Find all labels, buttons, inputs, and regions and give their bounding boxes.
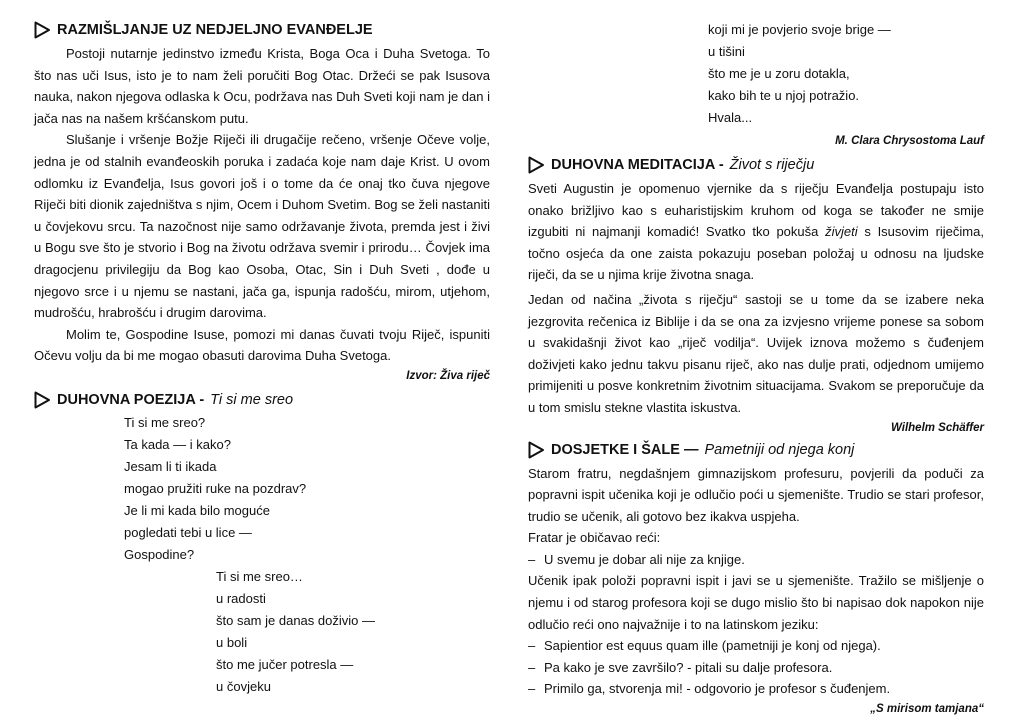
poem-line: u čovjeku [216, 678, 271, 694]
poem-line: pogledati tebi u lice — [124, 524, 252, 540]
reflection-paragraph: Postoji nutarnje jedinstvo između Krista, Boga Oca i Duha Svetoga. To što nas uči Isus, isto je to nam želi poručiti Bog Otac. Držeći se pak Isusova nauka, nakon njegova odlaska k Ocu, podržava nas Duh Sveti koji nam je dan i jača nas na našem kršćanskom putu. [34, 46, 490, 126]
poem-line: u boli [216, 634, 248, 650]
poem-line: što me je u zoru dotakla, [708, 66, 850, 81]
poetry-heading [34, 390, 490, 410]
reflection-source: Izvor: Živa riječ [406, 369, 490, 382]
reflection-heading [34, 20, 490, 40]
poem-line: mogao pružiti ruke na pozdrav? [124, 480, 307, 496]
poem-line: što me jučer potresla — [216, 656, 354, 672]
meditation-paragraph: Jedan od načina „života s riječju“ sastoji se u tome da se izabere neka jezgrovita rečenica iz Biblije i da se ona za izvjesno vrijeme ponese sa sobom u svakidašnji život kao „riječ vodilja“. Uvijek iznova možemo s čuđenjem doživjeti kako jednu takvu pisanu riječ, ako nas dulje prati, odjednom umijemo primijeniti u posve konkretnim životnim situacijama. Svakom se preporučuje da u tom smislu stekne vlastita iskustva. [528, 291, 984, 415]
right-column [528, 0, 984, 718]
jokes-subtitle: Pametniji od njega konj [704, 441, 855, 458]
jokes-heading [528, 440, 984, 460]
dialogue-text: Sapientior est equus quam ille (pametniji je konj od njega). [544, 638, 881, 654]
dialogue-line [528, 678, 984, 700]
poem-line: u radosti [216, 590, 266, 606]
meditation-text: s Isusovim riječima, točno osjeća da one zaista pokazuju poseban položaj u odnosu na ljudske riječi, da se u njima krije životna snaga. [528, 224, 984, 283]
reflection-title: RAZMIŠLJANJE UZ NEDJELJNO EVANĐELJE [57, 22, 373, 38]
poem-line: u tišini [708, 44, 745, 59]
dash-bullet: – [528, 638, 536, 654]
dash-bullet: – [528, 681, 536, 697]
triangle-bullet-icon [34, 21, 51, 39]
reflection-paragraph: Molim te, Gospodine Isuse, pomozi mi danas čuvati tvoju Riječ, ispuniti Očevu volju da bi me mogao obasuti darovima Duha Svetoga. [34, 326, 490, 364]
poem-line: koji mi je povjerio svoje brige — [708, 22, 891, 37]
meditation-paragraph [528, 178, 984, 286]
dialogue-text: Primilo ga, stvorenja mi! - odgovorio je profesor s čuđenjem. [544, 681, 891, 697]
jokes-paragraph: Učenik ipak položi popravni ispit i javi se u sjemenište. Tražilo se mišljenje o njemu i od starog profesora koji se dugo mislio što bi napisao dok napokon nije odlučio reći ono najvažnije i to na latinskom jeziku: [528, 573, 984, 632]
poem-line: Gospodine? [124, 546, 195, 562]
poem-stanza-1 [124, 412, 490, 566]
poem-stanza-3 [708, 19, 984, 129]
triangle-bullet-icon [528, 441, 545, 459]
dialogue-text: U svemu je dobar ali nije za knjige. [544, 551, 745, 567]
triangle-bullet-icon [34, 391, 51, 409]
poem-author: M. Clara Chrysostoma Lauf [835, 135, 984, 147]
dialogue-line [528, 549, 984, 571]
jokes-source: „S mirisom tamjana“ [870, 702, 984, 715]
meditation-subtitle: Život s riječju [729, 157, 815, 173]
dialogue-line [528, 657, 984, 679]
poem-line: što sam je danas doživio — [216, 612, 375, 628]
jokes-title: DOSJETKE I ŠALE — [551, 441, 699, 458]
dash-bullet: – [528, 659, 536, 675]
poem-line: Ti si me sreo… [216, 568, 303, 584]
poem-line: Ti si me sreo? [124, 414, 206, 430]
dash-bullet: – [528, 551, 536, 567]
poetry-subtitle: Ti si me sreo [210, 391, 294, 408]
meditation-title: DUHOVNA MEDITACIJA - [551, 157, 724, 173]
meditation-author: Wilhelm Schäffer [891, 421, 984, 434]
poem-line: kako bih te u njoj potražio. [708, 88, 860, 103]
poetry-title: DUHOVNA POEZIJA - [57, 391, 205, 408]
reflection-paragraph: Slušanje i vršenje Božje Riječi ili drugačije rečeno, vršenje Očeve volje, jedna je od stalnih evanđeoskih poruka i zadaća koje nam daje Krist. U ovom odlomku iz Evanđelja, Isus govori još i o tome da će onaj tko čuva njegove Riječi biti dionik zajedništva s njim, Ocem i Duhom Svetim. Bog se želi nastaniti u čovjekovu srcu. Ta nazočnost nije samo održavanje života, premda jest i živi u Bogu sve što je stvorio i Bog na životu održava svemir i prirodu… Čovjek ima dragocjenu privilegiju da Bog kao Osoba, Otac, Sin i Duh Sveti , dođe u njegovo srce i u njemu se nastani, jača ga, ispunja radošću, mirom, utjehom, mudrošću, hrabrošću i drugim darovima. [34, 132, 490, 321]
poem-stanza-2 [216, 566, 490, 698]
poem-line: Hvala... [708, 110, 753, 125]
poem-line: Ta kada — i kako? [124, 436, 231, 452]
jokes-paragraph: Starom fratru, negdašnjem gimnazijskom profesuru, povjerili da poduči za popravni ispit učenika koji je odlučio poći u sjemenište. Trudio se stari profesor, trudio se učenik, ali gotovo bez ikakva uspjeha. [528, 465, 984, 524]
triangle-bullet-icon [528, 156, 545, 174]
meditation-text: Sveti Augustin je opomenuo vjernike da s riječju Evanđelja postupaju isto onako brižljivo kao s euharistijskim kruhom od koga se također ne smije izgubiti ni najmanji komadić! Svatko tko pokuša [528, 181, 984, 240]
meditation-heading [528, 155, 984, 175]
jokes-paragraph: Fratar je običavao reći: [528, 530, 661, 546]
poem-line: Je li mi kada bilo moguće [124, 502, 270, 518]
left-column [34, 0, 490, 698]
dialogue-line [528, 635, 984, 657]
poem-line: Jesam li ti ikada [124, 458, 217, 474]
dialogue-text: Pa kako je sve završilo? - pitali su dalje profesora. [544, 659, 833, 675]
emphasized-word: živjeti [825, 224, 858, 240]
